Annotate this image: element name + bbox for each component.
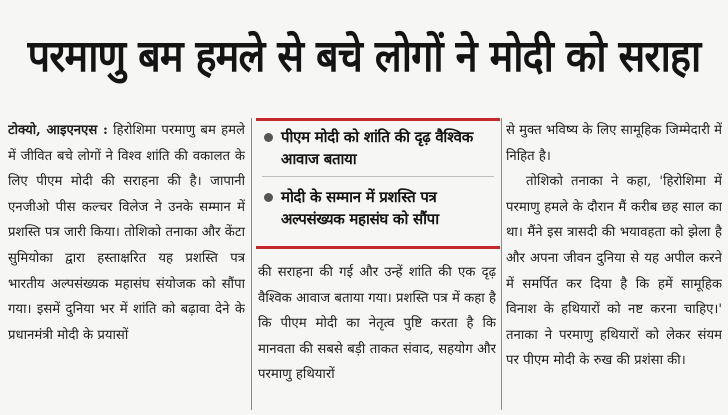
bullet-icon bbox=[264, 133, 273, 142]
headline: परमाणु बम हमले से बचे लोगों ने मोदी को सराहा bbox=[27, 31, 701, 82]
column-divider bbox=[251, 118, 252, 410]
highlight-1 bbox=[262, 126, 496, 170]
highlight-2 bbox=[262, 186, 496, 230]
highlight-top-rule bbox=[256, 118, 500, 121]
article-text: हिरोशिमा परमाणु बम हमले में जीवित बचे लोगों ने विश्व शांति की वकालत के लिए पीएम मोदी की सराहना की है। जापानी एनजीओ पीस कल्चर विलेज ने उनके सम्मान में प्रशस्ति पत्र जारी किया। तोशिको तनाका और केंटा सुमियोका द्वारा हस्ताक्षरित यह प्रशस्ति पत्र भारतीय अल्पसंख्यक महासंघ संयोजक को सौंपा गया। इसमें दुनिया भर में शांति को बढ़ावा देने के प्रधानमंत्री मोदी के प्रयासों bbox=[8, 123, 245, 343]
dateline: टोक्यो, आइएनएस : bbox=[8, 123, 108, 138]
highlight-bottom-rule bbox=[256, 246, 500, 249]
article-paragraph: से मुक्त भविष्य के लिए सामूहिक जिम्मेदारी में निहित है। bbox=[506, 123, 722, 164]
highlight-text: पीएम मोदी को शांति की दृढ़ वैश्विक आवाज बताया bbox=[281, 128, 473, 168]
bullet-icon bbox=[264, 193, 273, 202]
article-paragraph: तोशिको तनाका ने कहा, 'हिरोशिमा में परमाणु हमले के दौरान मैं करीब छह साल का था। मैंने इस त्रासदी की भयावहता को झेला है और अपना जीवन दुनिया से यह अपील करने में समर्पित कर दिया है कि हमें सामूहिक विनाश के हथियारों को नष्ट करना चाहिए।' तनाका ने परमाणु हथियारों को लेकर संयम पर पीएम मोदी के रुख की प्रशंसा की। bbox=[506, 174, 722, 369]
article-paragraph: की सराहना की गई और उन्हें शांति की एक दृढ़ वैश्विक आवाज बताया गया। प्रशस्ति पत्र में कहा है कि पीएम मोदी का नेतृत्व पुष्टि करता है कि मानवता की सबसे बड़ी ताकत संवाद, सहयोग और परमाणु हथियारों bbox=[258, 265, 496, 383]
column-divider bbox=[501, 118, 502, 410]
article-column-2 bbox=[258, 260, 496, 410]
article-column-3 bbox=[506, 118, 722, 410]
highlight-separator bbox=[262, 176, 494, 177]
highlight-text: मोदी के सम्मान में प्रशस्ति पत्र अल्पसंख्यक महासंघ को सौंपा bbox=[281, 188, 439, 228]
article-paragraph bbox=[8, 118, 245, 348]
article-column-1 bbox=[8, 118, 245, 410]
